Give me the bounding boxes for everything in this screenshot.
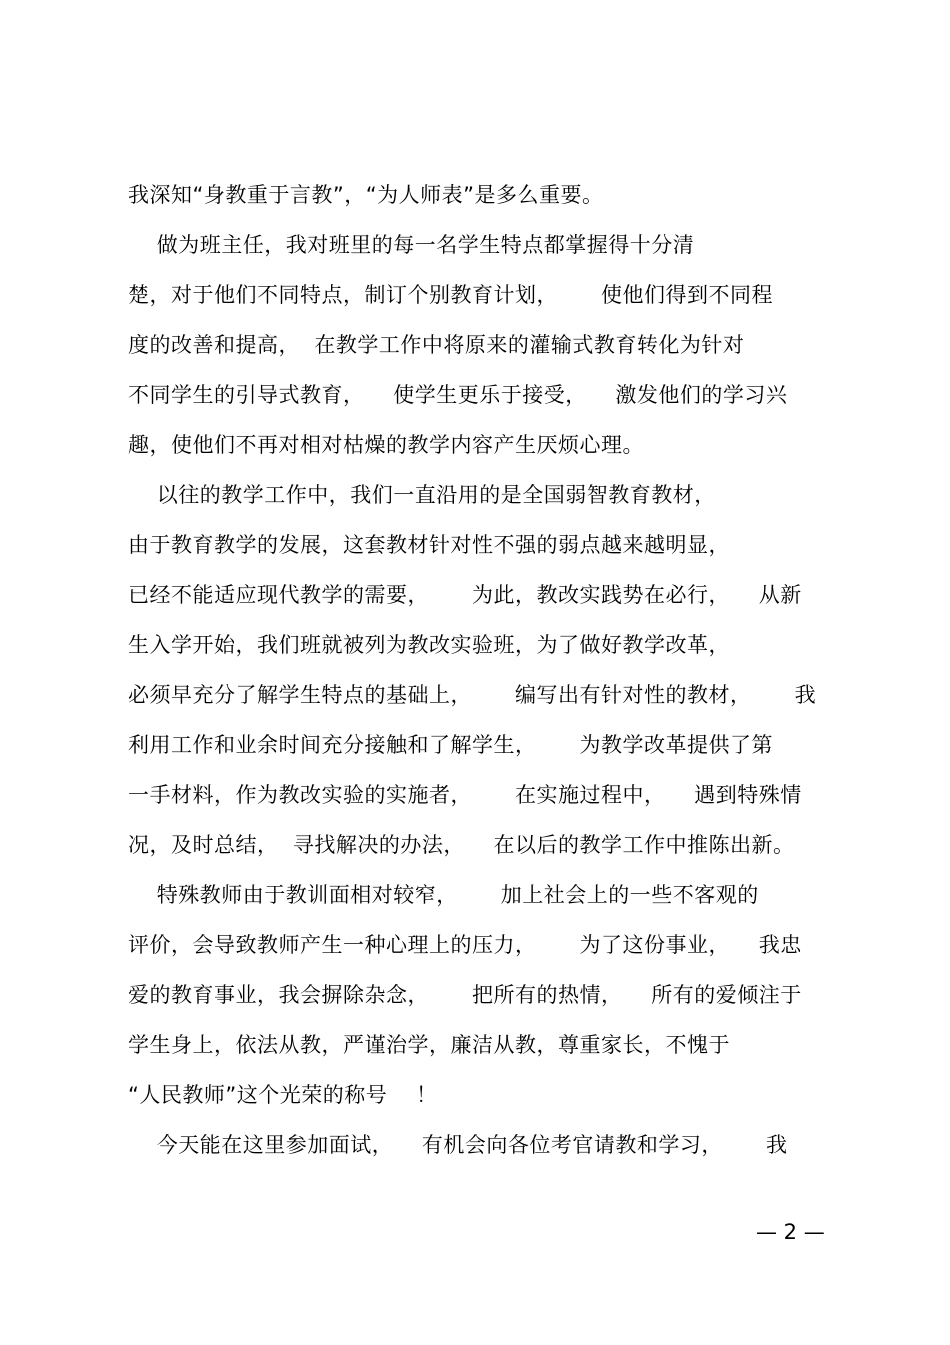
text-line: 做为班主任，我对班里的每一名学生特点都掌握得十分清 — [128, 233, 695, 257]
text-line: 已经不能适应现代教学的需要， 为此，教改实践势在必行， 从新 — [128, 583, 802, 607]
page-number: — 2 — — [756, 1220, 825, 1244]
text-line: 爱的教育事业，我会摒除杂念， 把所有的热情， 所有的爱倾注于 — [128, 983, 802, 1007]
text-line: 利用工作和业余时间充分接触和了解学生， 为教学改革提供了第 — [128, 733, 774, 757]
text-line: “人民教师”这个光荣的称号 ！ — [128, 1083, 438, 1107]
text-line: 趣，使他们不再对相对枯燥的教学内容产生厌烦心理。 — [128, 433, 644, 457]
text-line: 度的改善和提高， 在教学工作中将原来的灌输式教育转化为针对 — [128, 333, 745, 357]
text-line: 以往的教学工作中，我们一直沿用的是全国弱智教育教材， — [128, 483, 716, 507]
text-line: 学生身上，依法从教，严谨治学，廉洁从教，尊重家长，不愧于 — [128, 1033, 730, 1057]
text-line: 由于教育教学的发展，这套教材针对性不强的弱点越来越明显， — [128, 533, 730, 557]
text-line: 今天能在这里参加面试， 有机会向各位考官请教和学习， 我 — [128, 1133, 788, 1157]
text-line: 特殊教师由于教训面相对较窄， 加上社会上的一些不客观的 — [128, 883, 759, 907]
text-line: 评价，会导致教师产生一种心理上的压力， 为了这份事业， 我忠 — [128, 933, 802, 957]
text-line: 我深知“身教重于言教”，“为人师表”是多么重要。 — [128, 183, 604, 207]
text-line: 不同学生的引导式教育， 使学生更乐于接受， 激发他们的学习兴 — [128, 383, 788, 407]
text-line: 楚，对于他们不同特点，制订个别教育计划， 使他们得到不同程 — [128, 283, 774, 307]
text-line: 一手材料，作为教改实验的实施者， 在实施过程中， 遇到特殊情 — [128, 783, 802, 807]
text-line: 必须早充分了解学生特点的基础上， 编写出有针对性的教材， 我 — [128, 683, 817, 707]
text-line: 生入学开始，我们班就被列为教改实验班，为了做好教学改革， — [128, 633, 730, 657]
text-line: 况，及时总结， 寻找解决的办法， 在以后的教学工作中推陈出新。 — [128, 833, 795, 857]
